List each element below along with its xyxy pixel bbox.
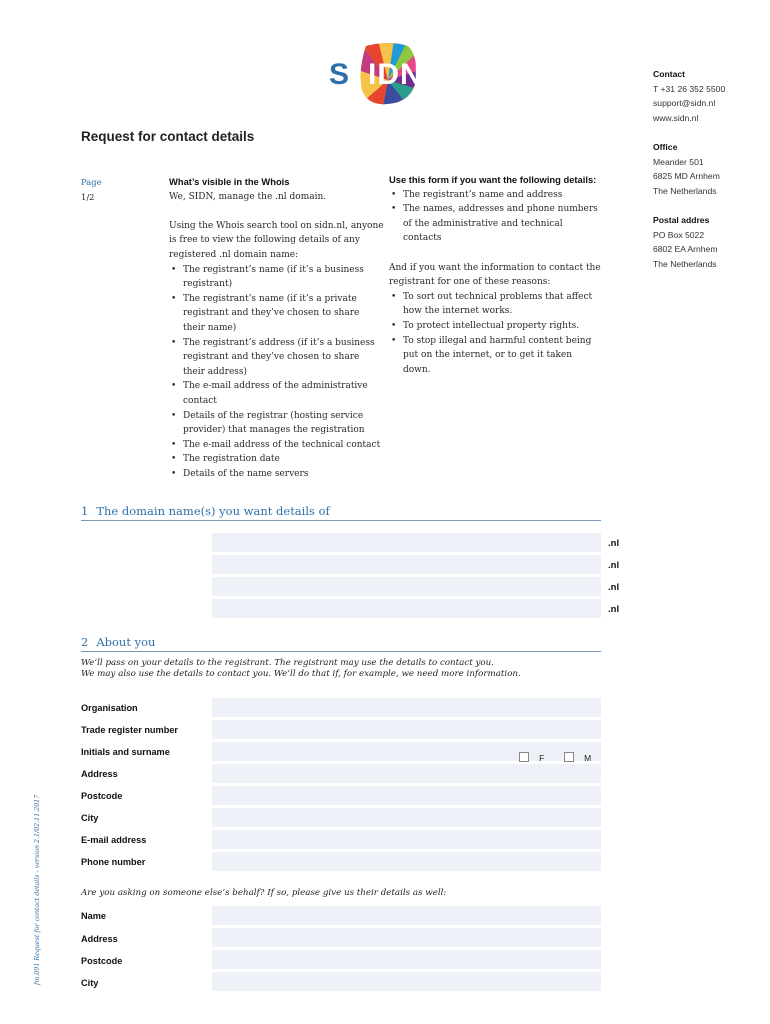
useform-column: [389, 173, 601, 377]
behalf-postcode-field[interactable]: [212, 950, 601, 969]
postal-block: [653, 213, 718, 271]
svg-text:IDN: IDN: [368, 58, 420, 91]
page-number: 1/2: [81, 192, 95, 202]
checkbox[interactable]: [519, 752, 529, 762]
field-label-address: Address: [81, 769, 118, 779]
page-title: Request for contact details: [81, 129, 255, 144]
whois-intro: We, SIDN, manage the .nl domain.: [169, 191, 327, 202]
section-number: 1: [81, 504, 89, 518]
list-item: • Details of the registrar (hosting service provider) that manages the registration: [169, 409, 384, 438]
list-item: • The registrant’s name (if it’s a business registrant): [169, 263, 384, 292]
domain-input[interactable]: [212, 599, 601, 618]
contact-phone: T +31 26 352 5500: [653, 83, 726, 94]
behalf-city-field[interactable]: [212, 972, 601, 991]
section-2-intro: [81, 658, 641, 681]
postal-line: PO Box 5022: [653, 229, 705, 240]
contact-heading: Contact: [653, 69, 685, 79]
whois-paragraph: Using the Whois search tool on sidn.nl, anyone is free to view the following details of any registered .nl domain name:: [169, 220, 384, 260]
postal-line: The Netherlands: [653, 258, 717, 269]
intro-line: We may also use the details to contact you. We’ll do that if, for example, we need more information.: [81, 669, 521, 680]
organisation-field[interactable]: [212, 698, 601, 717]
list-item: • The registrant’s name (if it’s a private registrant and they’ve chosen to share their name): [169, 292, 384, 336]
field-label-phone: Phone number: [81, 857, 146, 867]
section-title: About you: [96, 635, 156, 649]
behalf-name-field[interactable]: [212, 906, 601, 925]
sidn-logo: [328, 40, 420, 106]
office-line: The Netherlands: [653, 185, 717, 196]
document-version-label: fm.091 Request for contact details - version 2.1/02.11.2017: [34, 794, 41, 985]
email-field[interactable]: [212, 830, 601, 849]
useform-list: [389, 188, 601, 246]
field-label-trade-register: Trade register number: [81, 725, 179, 735]
gender-f-option[interactable]: [519, 746, 544, 765]
field-label-postcode: Postcode: [81, 791, 123, 801]
list-item: • To sort out technical problems that affect how the internet works.: [389, 290, 601, 319]
list-item: • The registrant’s name and address: [389, 188, 601, 203]
checkbox-label: M: [584, 753, 592, 763]
behalf-address-field[interactable]: [212, 928, 601, 947]
field-label-behalf-city: City: [81, 978, 99, 988]
address-field[interactable]: [212, 764, 601, 783]
section-1-heading: [81, 504, 601, 521]
reasons-list: [389, 290, 601, 378]
nl-suffix: .nl: [608, 604, 620, 615]
intro-line: We’ll pass on your details to the registrant. The registrant may use the details to contact you.: [81, 658, 494, 668]
list-item: • To stop illegal and harmful content being put on the internet, or to get it taken down.: [389, 334, 601, 378]
page-label: Page: [81, 177, 102, 187]
whois-heading: What’s visible in the Whois: [169, 176, 290, 187]
city-field[interactable]: [212, 808, 601, 827]
postal-line: 6802 EA Arnhem: [653, 244, 718, 255]
office-block: [653, 140, 720, 198]
checkbox-label: F: [539, 753, 545, 763]
phone-field[interactable]: [212, 852, 601, 871]
office-line: Meander 501: [653, 156, 704, 167]
svg-text:S: S: [329, 58, 350, 91]
postcode-field[interactable]: [212, 786, 601, 805]
behalf-note: Are you asking on someone else’s behalf? If so, please give us their details as well:: [81, 888, 447, 898]
list-item: • The e-mail address of the administrative contact: [169, 379, 384, 408]
domain-input[interactable]: [212, 533, 601, 552]
field-label-city: City: [81, 813, 99, 823]
list-item: • The names, addresses and phone numbers of the administrative and technical contacts: [389, 202, 601, 246]
nl-suffix: .nl: [608, 582, 620, 593]
field-label-behalf-name: Name: [81, 911, 107, 921]
nl-suffix: .nl: [608, 538, 620, 549]
domain-input[interactable]: [212, 555, 601, 574]
list-item: • To protect intellectual property rights.: [389, 319, 601, 334]
section-number: 2: [81, 635, 89, 649]
domain-input[interactable]: [212, 577, 601, 596]
field-label-email: E-mail address: [81, 835, 147, 845]
contact-block: [653, 67, 725, 125]
list-item: • The e-mail address of the technical contact: [169, 438, 384, 453]
contact-email: support@sidn.nl: [653, 98, 716, 109]
whois-list: [169, 263, 384, 482]
office-line: 6825 MD Arnhem: [653, 171, 720, 182]
list-item: • Details of the name servers: [169, 467, 384, 482]
contact-web: www.sidn.nl: [653, 112, 699, 123]
list-item: • The registrant’s address (if it’s a business registrant and they’ve chosen to share their address): [169, 336, 384, 380]
field-label-behalf-postcode: Postcode: [81, 956, 123, 966]
section-2-heading: [81, 635, 601, 652]
field-label-name: Initials and surname: [81, 747, 170, 757]
whois-column: [169, 175, 384, 481]
section-title: The domain name(s) you want details of: [96, 504, 330, 518]
useform-heading: Use this form if you want the following details:: [389, 174, 597, 185]
list-item: • The registration date: [169, 452, 384, 467]
trade-register-field[interactable]: [212, 720, 601, 739]
postal-heading: Postal addres: [653, 215, 710, 225]
checkbox[interactable]: [564, 752, 574, 762]
nl-suffix: .nl: [608, 560, 620, 571]
field-label-behalf-address: Address: [81, 934, 118, 944]
gender-m-option[interactable]: [564, 746, 591, 765]
useform-paragraph: And if you want the information to contact the registrant for one of these reasons:: [389, 262, 601, 288]
office-heading: Office: [653, 142, 678, 152]
field-label-organisation: Organisation: [81, 703, 138, 713]
